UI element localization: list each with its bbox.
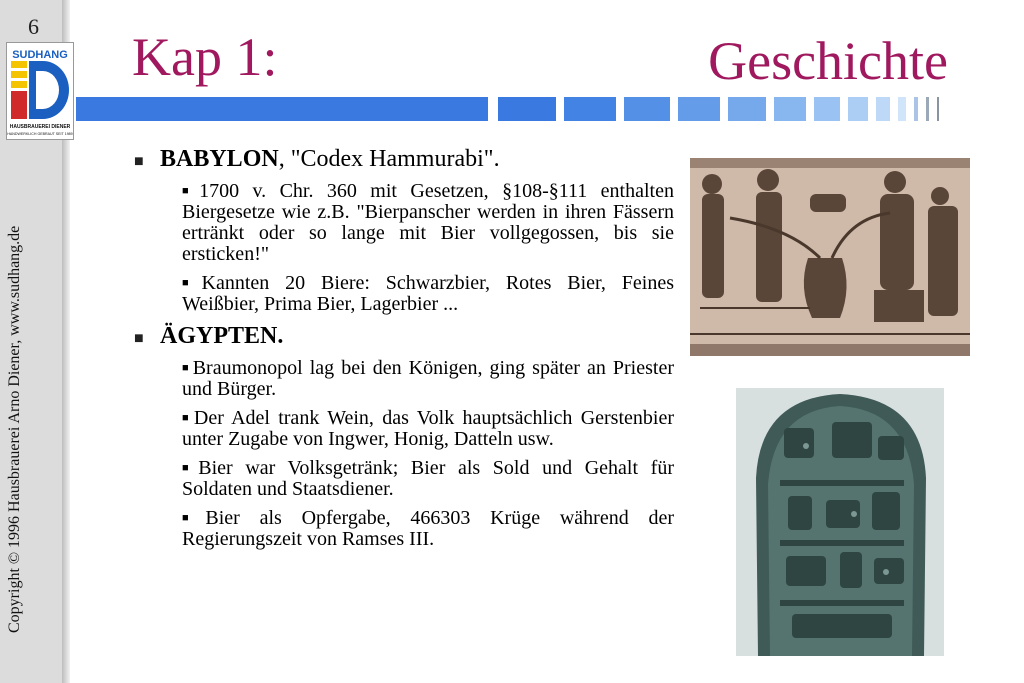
square-bullet-icon: ■ [134, 330, 144, 347]
page-number: 6 [28, 14, 39, 39]
square-bullet-icon: ■ [182, 512, 204, 524]
list-item: ■ Bier war Volksgetränk; Bier als Sold und Gehalt für Soldaten und Staatsdiener. [182, 457, 674, 500]
square-bullet-icon: ■ [182, 185, 198, 197]
sudhang-logo [6, 42, 74, 140]
stone-stele-image [736, 388, 944, 656]
slide-title-topic: Geschichte [708, 31, 948, 91]
section-heading-rest: , "Codex Hammurabi". [278, 146, 500, 172]
section-heading-babylon [134, 146, 674, 173]
section-heading-bold: ÄGYPTEN. [160, 323, 284, 349]
square-bullet-icon: ■ [182, 277, 200, 289]
list-item: ■ 1700 v. Chr. 360 mit Gesetzen, §108-§111 enthalten Biergesetze wie z.B. "Bierpanscher werden in ihren Fässern ertränkt oder so lange mit Bier vollgegossen, bis sie ersticken!" [182, 180, 674, 265]
list-item: ■ Der Adel trank Wein, das Volk hauptsächlich Gerstenbier unter Zugabe von Ingwer, Honig, Datteln usw. [182, 407, 674, 450]
logo-name: SUDHANG [12, 49, 68, 61]
slide-body [134, 146, 674, 558]
square-bullet-icon: ■ [134, 153, 144, 170]
square-bullet-icon: ■ [182, 362, 191, 374]
square-bullet-icon: ■ [182, 462, 197, 474]
title-divider-bar [76, 97, 946, 121]
list-item: ■ Braumonopol lag bei den Königen, ging später an Priester und Bürger. [182, 357, 674, 400]
list-item: ■ Bier als Opfergabe, 466303 Krüge während der Regierungszeit von Ramses III. [182, 507, 674, 550]
slide-title-chapter: Kap 1: [132, 27, 278, 87]
logo-line-2: HANDWERKLICH GEBRAUT SEIT 1989 [7, 132, 73, 136]
section-heading-bold: BABYLON [160, 146, 279, 172]
square-bullet-icon: ■ [182, 412, 192, 424]
list-item: ■ Kannten 20 Biere: Schwarzbier, Rotes Bier, Feines Weißbier, Prima Bier, Lagerbier ... [182, 272, 674, 315]
sumerian-relief-image [690, 158, 970, 356]
section-heading-aegypten [134, 323, 674, 350]
logo-line-1: HAUSBRAUEREI DIENER [9, 124, 71, 130]
